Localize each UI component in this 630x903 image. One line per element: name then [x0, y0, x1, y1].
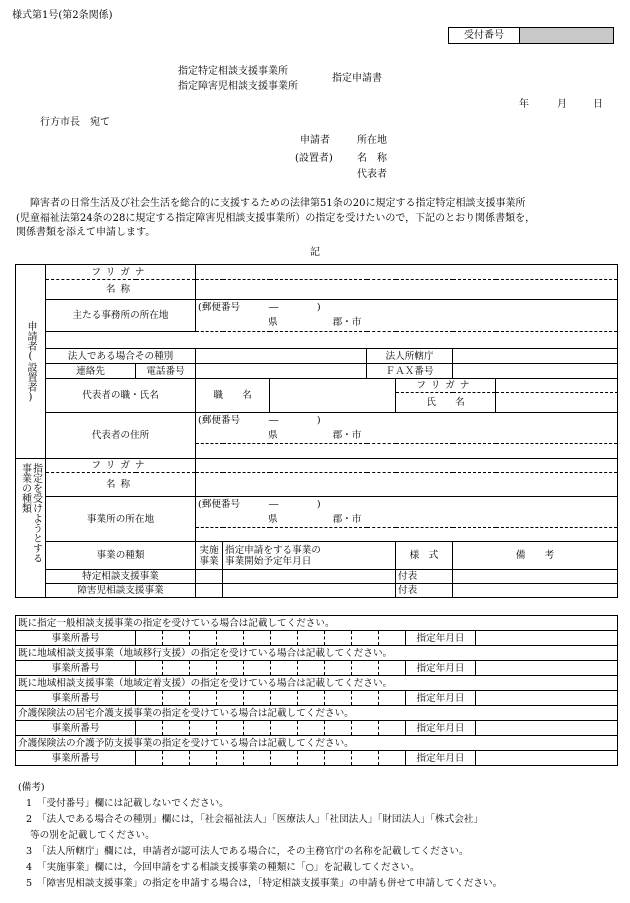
phone-field[interactable] — [196, 364, 367, 379]
corp-type-label: 法人である場合その種別 — [46, 349, 196, 364]
office-number-digit[interactable] — [352, 751, 379, 766]
business-row-1-date[interactable] — [223, 570, 396, 584]
business-row-1-style: 付表 — [396, 570, 453, 584]
business-row-2-type: 障害児相談支援事業 — [46, 584, 196, 598]
office-number-digit[interactable] — [163, 691, 190, 706]
office-number-digit[interactable] — [379, 691, 406, 706]
office-postal-text: (郵便番号 ― ) — [198, 498, 321, 510]
business-row-2-date[interactable] — [223, 584, 396, 598]
office-number-digit[interactable] — [190, 691, 217, 706]
existing-designations — [15, 616, 617, 766]
designation-date-field[interactable] — [476, 691, 618, 706]
applicant-section-label: 申請者(設置者) — [25, 320, 36, 403]
founder-label: (設置者) — [295, 153, 333, 164]
note-3: 3 「法人所轄庁」欄には，申請者が認可法人である場合に，その主務官庁の名称を記載してください。 — [26, 846, 469, 857]
note-1: 1 「受付番号」欄には記載しないでください。 — [26, 798, 229, 809]
office-number-label: 事業所番号 — [16, 661, 136, 676]
business-row-1-note[interactable] — [453, 570, 618, 584]
office-number-digit[interactable] — [298, 631, 325, 646]
office-name-field[interactable] — [196, 473, 618, 497]
office-number-digit[interactable] — [217, 721, 244, 736]
office-number-digit[interactable] — [190, 661, 217, 676]
designation-date-field[interactable] — [476, 631, 618, 646]
office-number-digit[interactable] — [298, 661, 325, 676]
corp-office-field[interactable] — [453, 349, 618, 364]
applicant-address-label: 所在地 — [357, 135, 387, 146]
main-office-postal[interactable] — [196, 300, 618, 315]
col-impl: 実施 事業 — [196, 542, 223, 570]
rep-address-field[interactable] — [196, 428, 618, 444]
office-number-digit[interactable] — [298, 691, 325, 706]
office-number-digit[interactable] — [271, 721, 298, 736]
designation-date-field[interactable] — [476, 721, 618, 736]
business-row-2-impl[interactable] — [196, 584, 223, 598]
existing-block-1 — [15, 615, 618, 646]
office-number-digit[interactable] — [136, 721, 163, 736]
office-number-digit[interactable] — [379, 661, 406, 676]
rep-title-label: 代表者の職・氏名 — [46, 379, 196, 413]
designation-date-label: 指定年月日 — [406, 691, 476, 706]
office-address-label: 事業所の所在地 — [46, 497, 196, 542]
rep-city: 郡・市 — [332, 429, 362, 441]
designation-date-field[interactable] — [476, 751, 618, 766]
office-address-field[interactable] — [196, 512, 618, 528]
office-number-digit[interactable] — [163, 661, 190, 676]
col-start-date: 指定申請をする事業の 事業開始予定年月日 — [223, 542, 396, 570]
fax-field[interactable] — [453, 364, 618, 379]
office-number-digit[interactable] — [163, 631, 190, 646]
office-number-digit[interactable] — [325, 691, 352, 706]
office-number-digit[interactable] — [298, 751, 325, 766]
office-number-digit[interactable] — [217, 751, 244, 766]
rep-shoku-label: 職 名 — [196, 379, 270, 413]
applicant-name-label: 名 称 — [357, 153, 387, 164]
rep-name-field[interactable] — [496, 393, 618, 413]
designation-date-label: 指定年月日 — [406, 721, 476, 736]
date-day: 日 — [593, 99, 603, 110]
office-number-digit[interactable] — [244, 631, 271, 646]
ki-label: 記 — [310, 247, 320, 258]
title-suffix: 指定申請書 — [332, 73, 382, 84]
main-office-city: 郡・市 — [332, 317, 362, 329]
office-address-extra[interactable] — [196, 528, 618, 542]
office-number-label: 事業所番号 — [16, 721, 136, 736]
business-row-2-style: 付表 — [396, 584, 453, 598]
rep-shoku-field[interactable] — [270, 379, 396, 413]
office-number-digit[interactable] — [136, 691, 163, 706]
contact-label: 連絡先 — [46, 364, 136, 379]
main-office-address-extra[interactable] — [46, 332, 618, 349]
title-line2: 指定障害児相談支援事業所 — [178, 81, 298, 92]
business-section-label-cell — [16, 459, 46, 598]
office-number-digit[interactable] — [136, 661, 163, 676]
application-table — [15, 264, 618, 598]
receipt-number-label: 受付番号 — [449, 28, 520, 43]
rep-name-label: 氏 名 — [396, 393, 496, 413]
office-city: 郡・市 — [332, 513, 362, 525]
date-year: 年 — [519, 99, 529, 110]
rep-postal[interactable] — [196, 413, 618, 428]
applicant-name-label: 名称 — [46, 280, 196, 300]
office-number-digit[interactable] — [217, 631, 244, 646]
designation-date-label: 指定年月日 — [406, 631, 476, 646]
existing-sentence-5: 介護保険法の介護予防支援事業の指定を受けている場合は記載してください。 — [16, 736, 618, 751]
applicant-name-field[interactable] — [196, 280, 618, 300]
office-number-digit[interactable] — [163, 751, 190, 766]
form-number: 様式第1号(第2条関係) — [12, 10, 113, 21]
office-number-digit[interactable] — [325, 631, 352, 646]
office-number-label: 事業所番号 — [16, 751, 136, 766]
applicant-section-label-cell — [16, 265, 46, 459]
office-number-digit[interactable] — [298, 721, 325, 736]
office-number-digit[interactable] — [352, 661, 379, 676]
office-furigana-field[interactable] — [196, 459, 618, 473]
office-number-digit[interactable] — [217, 661, 244, 676]
office-number-digit[interactable] — [379, 751, 406, 766]
note-2-cont: 等の別を記載してください。 — [30, 830, 155, 841]
designation-date-label: 指定年月日 — [406, 661, 476, 676]
office-number-digit[interactable] — [379, 721, 406, 736]
receipt-number-box — [448, 27, 614, 44]
office-name-label: 名称 — [46, 473, 196, 497]
rep-postal-text: (郵便番号 ― ) — [198, 414, 321, 426]
col-style: 様 式 — [396, 542, 453, 570]
applicant-label: 申請者 — [300, 135, 330, 146]
rep-furigana-label: フリガナ — [396, 379, 496, 393]
office-number-digit[interactable] — [244, 751, 271, 766]
business-section-label1: 指定を受けようとする — [30, 463, 42, 563]
existing-sentence-3: 既に地域相談支援事業（地域定着支援）の指定を受けている場合は記載してください。 — [16, 676, 618, 691]
date-month: 月 — [557, 99, 567, 110]
office-number-digit[interactable] — [190, 751, 217, 766]
office-number-digit[interactable] — [325, 721, 352, 736]
intro-line3: 関係書類を添えて申請します。 — [16, 227, 156, 238]
rep-address-extra[interactable] — [196, 444, 618, 459]
rep-furigana-field[interactable] — [496, 379, 618, 393]
office-number-digit[interactable] — [244, 721, 271, 736]
office-number-digit[interactable] — [244, 661, 271, 676]
rep-pref: 県 — [268, 429, 278, 441]
office-number-digit[interactable] — [244, 691, 271, 706]
business-section-label2: 事業の種類 — [19, 463, 31, 513]
applicant-furigana-label: フリガナ — [46, 265, 196, 280]
corp-type-field[interactable] — [196, 349, 367, 364]
existing-sentence-1: 既に指定一般相談支援事業の指定を受けている場合は記載してください。 — [16, 616, 618, 631]
office-number-digit[interactable] — [325, 661, 352, 676]
intro-line2: (児童福祉法第24条の28に規定する指定障害児相談支援事業所）の指定を受けたいので，下記のとおり関係書類を， — [16, 213, 536, 224]
office-number-digit[interactable] — [352, 691, 379, 706]
existing-sentence-2: 既に地域相談支援事業（地域移行支援）の指定を受けている場合は記載してください。 — [16, 646, 618, 661]
office-number-digit[interactable] — [271, 661, 298, 676]
office-number-digit[interactable] — [352, 631, 379, 646]
fax-label: ＦＡＸ番号 — [367, 364, 453, 379]
note-4: 4 「実施事業」欄には，今回申請をする相談支援事業の種類に「○」を記載してください。 — [26, 862, 420, 873]
existing-sentence-4: 介護保険法の居宅介護支援事業の指定を受けている場合は記載してください。 — [16, 706, 618, 721]
existing-block-4 — [15, 705, 618, 736]
office-furigana-label: フリガナ — [46, 459, 196, 473]
office-number-digit[interactable] — [136, 751, 163, 766]
applicant-furigana-field[interactable] — [196, 265, 618, 280]
office-postal[interactable] — [196, 497, 618, 512]
intro-line1: 障害者の日常生活及び社会生活を総合的に支援するための法律第51条の20に規定する指定特定相談支援事業所 — [30, 198, 526, 209]
main-office-pref: 県 — [268, 317, 278, 329]
main-office-address-label: 主たる事務所の所在地 — [46, 300, 196, 332]
col-note: 備 考 — [453, 542, 618, 570]
phone-label: 電話番号 — [136, 364, 196, 379]
office-number-label: 事業所番号 — [16, 691, 136, 706]
business-row-1-impl[interactable] — [196, 570, 223, 584]
designation-date-field[interactable] — [476, 661, 618, 676]
office-number-digit[interactable] — [136, 631, 163, 646]
office-number-digit[interactable] — [217, 691, 244, 706]
office-number-digit[interactable] — [163, 721, 190, 736]
office-number-digit[interactable] — [190, 631, 217, 646]
office-number-digit[interactable] — [271, 751, 298, 766]
existing-block-2 — [15, 645, 618, 676]
existing-block-5 — [15, 735, 618, 766]
office-number-digit[interactable] — [271, 631, 298, 646]
rep-address-label: 代表者の住所 — [46, 413, 196, 459]
office-number-digit[interactable] — [352, 721, 379, 736]
main-office-postal-text: (郵便番号 ― ) — [198, 301, 321, 313]
existing-block-3 — [15, 675, 618, 706]
title-line1: 指定特定相談支援事業所 — [178, 66, 288, 77]
designation-date-label: 指定年月日 — [406, 751, 476, 766]
office-number-digit[interactable] — [271, 691, 298, 706]
notes-heading: (備考) — [18, 782, 45, 793]
notes — [18, 780, 618, 892]
office-number-digit[interactable] — [325, 751, 352, 766]
col-business-type: 事業の種類 — [46, 542, 196, 570]
office-pref: 県 — [268, 513, 278, 525]
main-office-address-field[interactable] — [196, 315, 618, 332]
office-number-label: 事業所番号 — [16, 631, 136, 646]
addressee: 行方市長 宛て — [40, 117, 110, 128]
applicant-rep-label: 代表者 — [357, 169, 387, 180]
receipt-number-field[interactable] — [520, 28, 613, 43]
office-number-digit[interactable] — [379, 631, 406, 646]
office-number-digit[interactable] — [190, 721, 217, 736]
business-row-1-type: 特定相談支援事業 — [46, 570, 196, 584]
note-5: 5 「障害児相談支援事業」の指定を申請する場合は，「特定相談支援事業」の申請も併せて申請してください。 — [26, 878, 503, 889]
corp-office-label: 法人所轄庁 — [367, 349, 453, 364]
note-2: 2 「法人である場合その種別」欄には，「社会福祉法人」「医療法人」「社団法人」「財団法人」「株式会社」 — [26, 814, 483, 825]
business-row-2-note[interactable] — [453, 584, 618, 598]
